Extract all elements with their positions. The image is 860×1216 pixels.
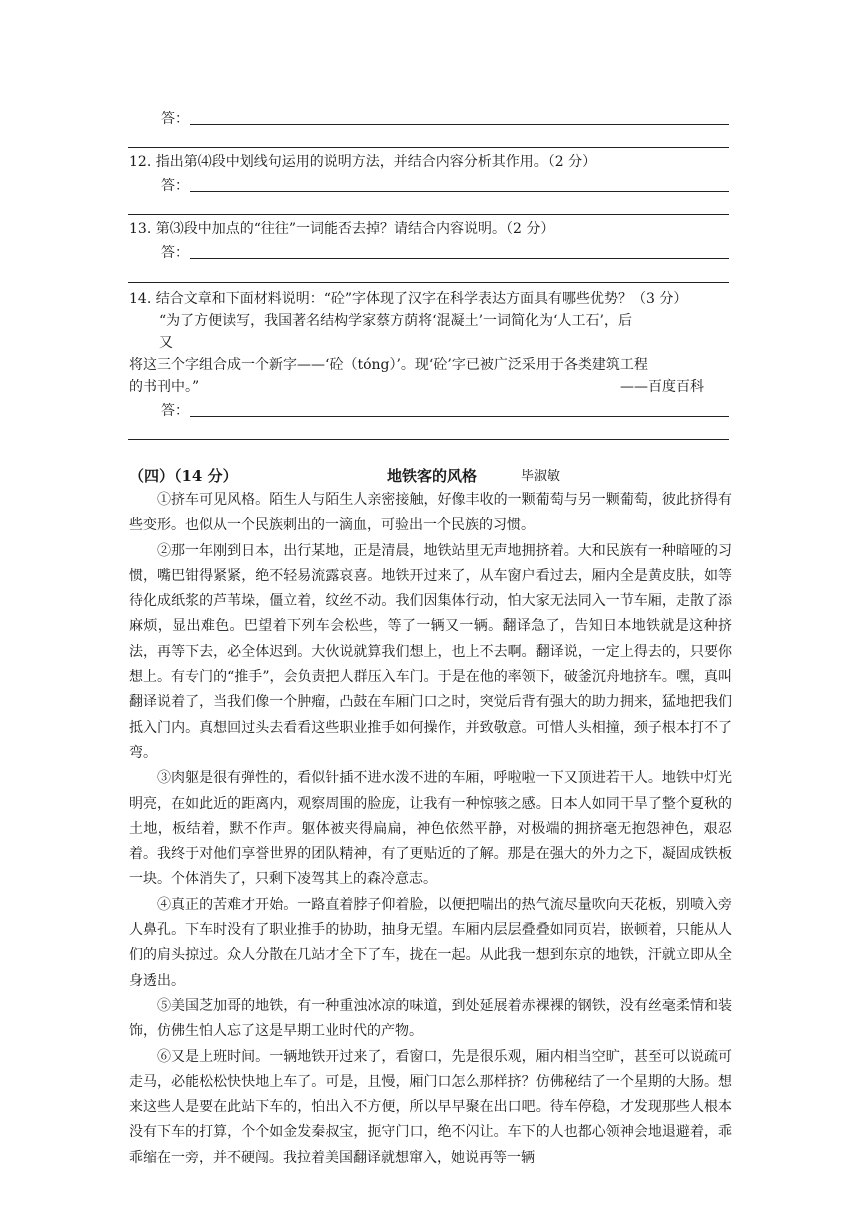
answer-line: [190, 416, 729, 417]
paragraph-5: ⑤美国芝加哥的地铁，有一种重浊冰凉的味道，到处延展着赤裸裸的钢铁，没有丝毫柔情和装饰，仿佛生怕人忘了这是早期工业时代的产物。: [129, 997, 732, 1040]
answer-line: [190, 191, 729, 192]
paragraph-4: ④真正的苦难才开始。一路直着脖子仰着脸，以便把喘出的热气流尽量吹向天花板，别喷入旁人鼻孔。下车时没有了职业推手的协助，抽身无望。车厢内层层叠叠如同页岩，嵌顿着，只能从人们的肩头掠过。众人分散在几站才全下了车，拢在一起。从此我一想到东京的地铁，汗就立即从全身透出。: [129, 896, 732, 989]
material-line-4: 的书刊中。”: [129, 379, 200, 395]
answer-line: [128, 147, 729, 148]
paragraph-1: ①挤车可见风格。陌生人与陌生人亲密接触，好像丰收的一颗葡萄与另一颗葡萄，彼此挤得有些变形。也似从一个民族刺出的一滴血，可验出一个民族的习惯。: [129, 492, 732, 534]
answer-label: 答：: [161, 111, 189, 127]
question-13: 13. 第⑶段中加点的“往往”一词能否去掉？请结合内容说明。（2 分）: [129, 221, 555, 237]
answer-line: [190, 124, 729, 125]
material-line-3: 将这三个字组合成一个新字——‘砼（tóng）’。现‘砼’字已被广泛采用于各类建筑工程: [129, 357, 648, 373]
question-14: 14. 结合文章和下面材料说明：“砼”字体现了汉字在科学表达方面具有哪些优势？（3 分）: [129, 291, 688, 307]
answer-label: 答：: [161, 178, 189, 194]
article-author: 毕淑敏: [521, 469, 561, 484]
material-line-2: 又: [159, 335, 173, 351]
article-title: 地铁客的风格: [387, 467, 478, 485]
answer-line: [190, 258, 729, 259]
answer-line: [128, 282, 729, 283]
question-12: 12. 指出第⑷段中划线句运用的说明方法，并结合内容分析其作用。（2 分）: [129, 154, 597, 170]
answer-label: 答：: [161, 403, 189, 419]
material-source: ——百度百科: [620, 379, 704, 395]
paragraph-2: ②那一年刚到日本，出行某地，正是清晨，地铁站里无声地拥挤着。大和民族有一种暗哑的习惯，嘴巴钳得紧紧，绝不轻易流露哀喜。地铁开过来了，从车窗户看过去，厢内全是黄皮肤，如等待化成纸浆的芦苇垛，僵立着，纹丝不动。我们因集体行动，怕大家无法同入一节车厢，走散了添麻烦，显出难色。巴望着下列车会松些，等了一辆又一辆。翻译急了，告知日本地铁就是这种挤法，再等下去，必全体迟到。大伙说就算我们想上，也上不去啊。翻译说，一定上得去的，只要你想上。有专门的“推手”，会负责把人群压入车门。于是在他的率领下，破釜沉舟地挤车。嘿，真叫翻译说着了，当我们像一个肿瘤，凸鼓在车厢门口之时，突觉后背有强大的助力拥来，猛地把我们抵入门内。真想回过头去看看这些职业推手如何操作，并致敬意。可惜人头相撞，颈子根本打不了弯。: [129, 542, 732, 761]
article-body: [129, 488, 732, 1171]
answer-line: [128, 439, 729, 440]
paragraph-3: ③肉躯是很有弹性的，看似针插不进水泼不进的车厢，呼啦啦一下又顶进若干人。地铁中灯光明亮，在如此近的距离内，观察周围的脸庞，让我有一种惊骇之感。日本人如同干旱了整个夏秋的土地，板结着，默不作声。躯体被夹得扁扁，神色依然平静，对极端的拥挤毫无抱怨神色，艰忍着。我终于对他们享誉世界的团队精神，有了更贴近的了解。那是在强大的外力之下，凝固成铁板一块。个体消失了，只剩下凌驾其上的森冷意志。: [129, 770, 732, 888]
paragraph-6: ⑥又是上班时间。一辆地铁开过来了，看窗口，先是很乐观，厢内相当空旷，甚至可以说疏可走马，必能松松快快地上车了。可是，且慢，厢门口怎么那样挤？仿佛秘结了一个星期的大肠。想来这些人是要在此站下车的，怕出入不方便，所以早早聚在出口吧。待车停稳，才发现那些人根本没有下车的打算，个个如金发秦叔宝，扼守门口，绝不闪让。车下的人也都心领神会地退避着，乖乖缩在一旁，并不硬闯。我拉着美国翻译就想窜入，她说再等一辆: [129, 1048, 732, 1166]
answer-label: 答：: [161, 245, 189, 261]
section-label: （四）（14 分）: [129, 467, 238, 485]
material-line-1: “为了方便读写，我国著名结构学家蔡方荫将‘混凝土’一词简化为‘人工石’，后: [159, 313, 632, 329]
answer-line: [128, 214, 729, 215]
